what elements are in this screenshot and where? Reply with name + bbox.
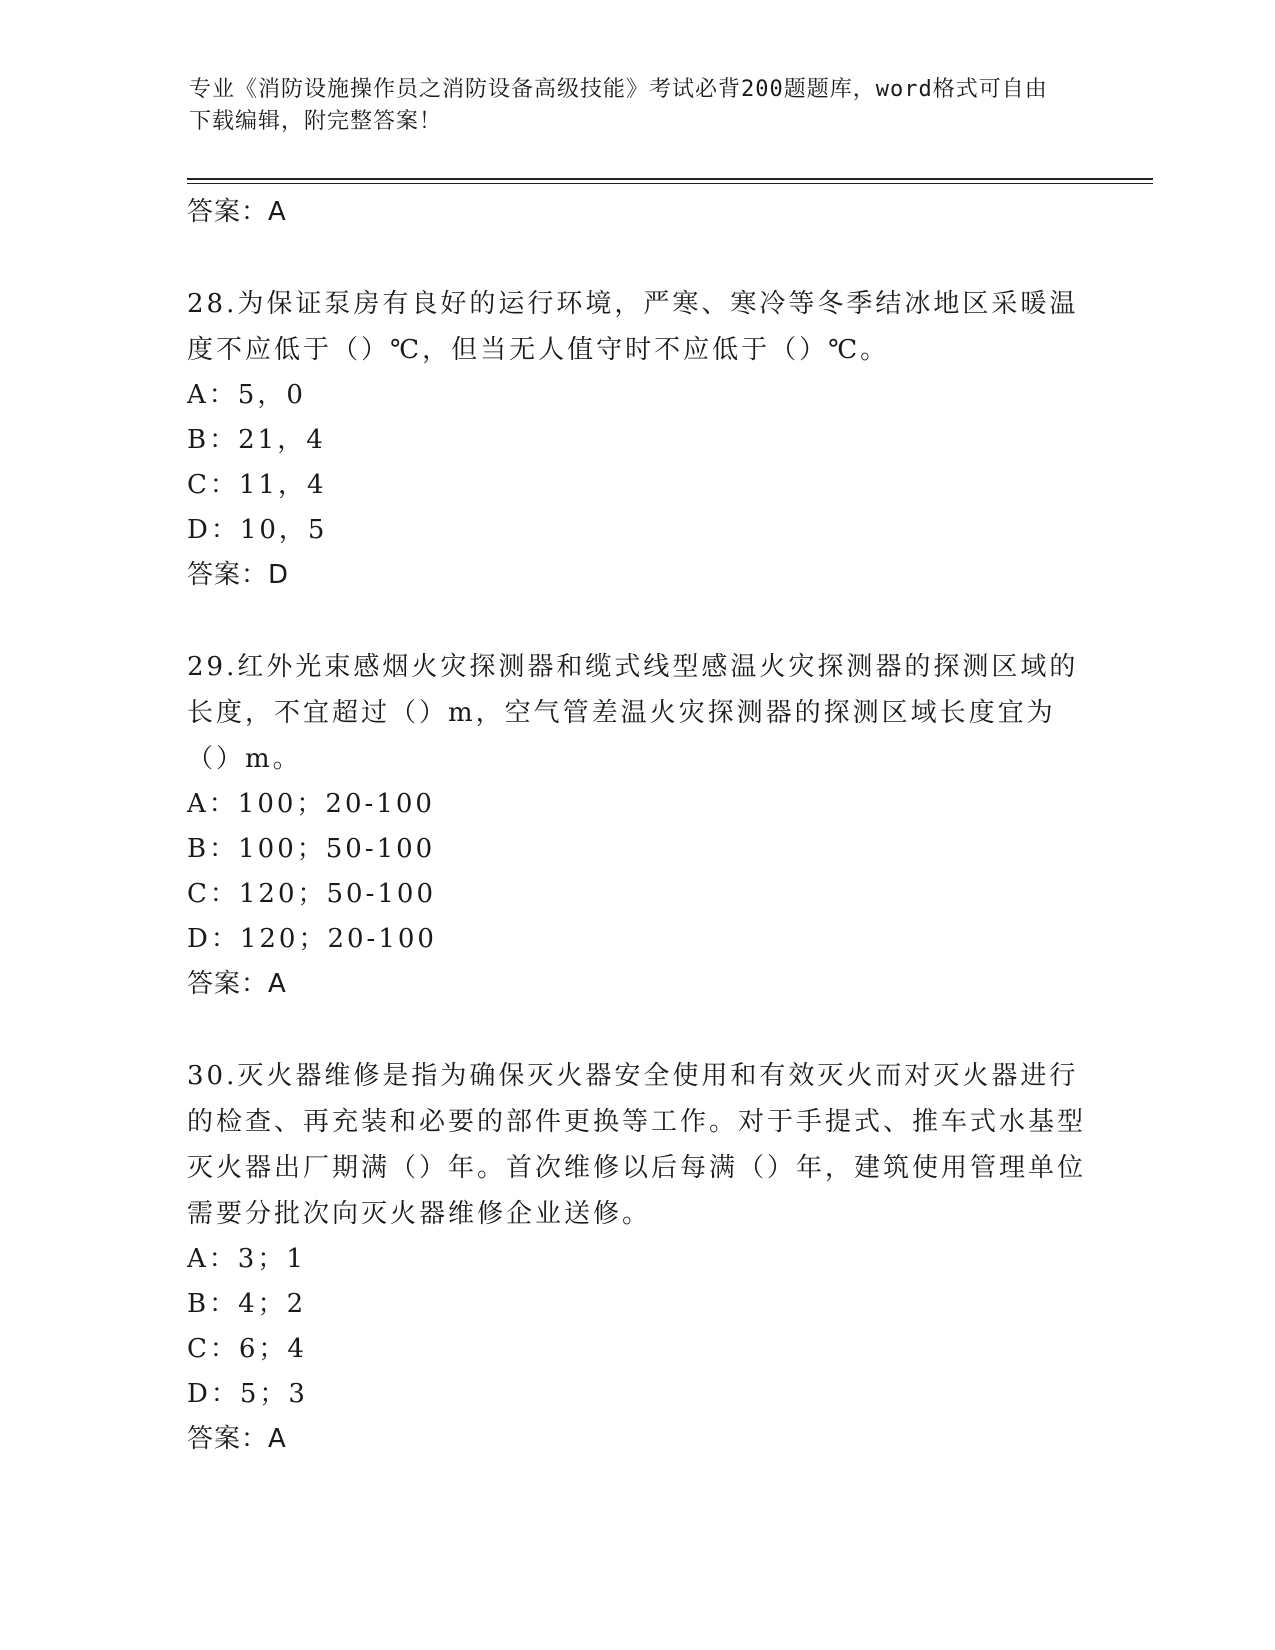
option-d: D：120；20-100 <box>187 924 437 954</box>
question-text: 29.红外光束感烟火灾探测器和缆式线型感温火灾探测器的探测区域的长度，不宜超过（）m，空气管差温火灾探测器的探测区域长度宜为（）m。 <box>187 652 1079 774</box>
question-text: 30.灭火器维修是指为确保灭火器安全使用和有效灭火而对灭火器进行的检查、再充装和必要的部件更换等工作。对于手提式、推车式水基型灭火器出厂期满（）年。首次维修以后每满（）年，建筑使用管理单位需要分批次向灭火器维修企业送修。 <box>187 1061 1087 1229</box>
answer-line: 答案：D <box>187 560 290 590</box>
option-a: A：3；1 <box>187 1244 306 1274</box>
answer-line: 答案：A <box>187 1424 287 1454</box>
option-b: B：4；2 <box>187 1289 307 1319</box>
option-a: A：100；20-100 <box>187 789 435 819</box>
header-rule-thick <box>187 178 1153 180</box>
spacer <box>187 235 1087 281</box>
option-b: B：21，4 <box>187 425 326 455</box>
question-text: 28.为保证泵房有良好的运行环境，严寒、寒冷等冬季结冰地区采暖温度不应低于（）℃，但当无人值守时不应低于（）℃。 <box>187 289 1079 365</box>
spacer <box>187 1007 1087 1053</box>
option-d: D：5；3 <box>187 1379 308 1409</box>
question-block <box>187 281 1087 598</box>
option-c: C：120；50-100 <box>187 879 437 909</box>
option-d: D：10，5 <box>187 515 328 545</box>
header-rule-thin <box>187 183 1153 184</box>
spacer <box>187 598 1087 644</box>
option-a: A：5，0 <box>187 380 306 410</box>
option-c: C：6；4 <box>187 1334 307 1364</box>
answer-line: 答案：A <box>187 969 287 999</box>
document-body <box>187 190 1087 1462</box>
document-header: 专业《消防设施操作员之消防设备高级技能》考试必背200题题库，word格式可自由下载编辑，附完整答案！ <box>189 77 1048 134</box>
option-b: B：100；50-100 <box>187 834 436 864</box>
question-block <box>187 1053 1087 1462</box>
question-block <box>187 644 1087 1007</box>
answer-line: 答案：A <box>187 197 287 227</box>
option-c: C：11，4 <box>187 470 327 500</box>
